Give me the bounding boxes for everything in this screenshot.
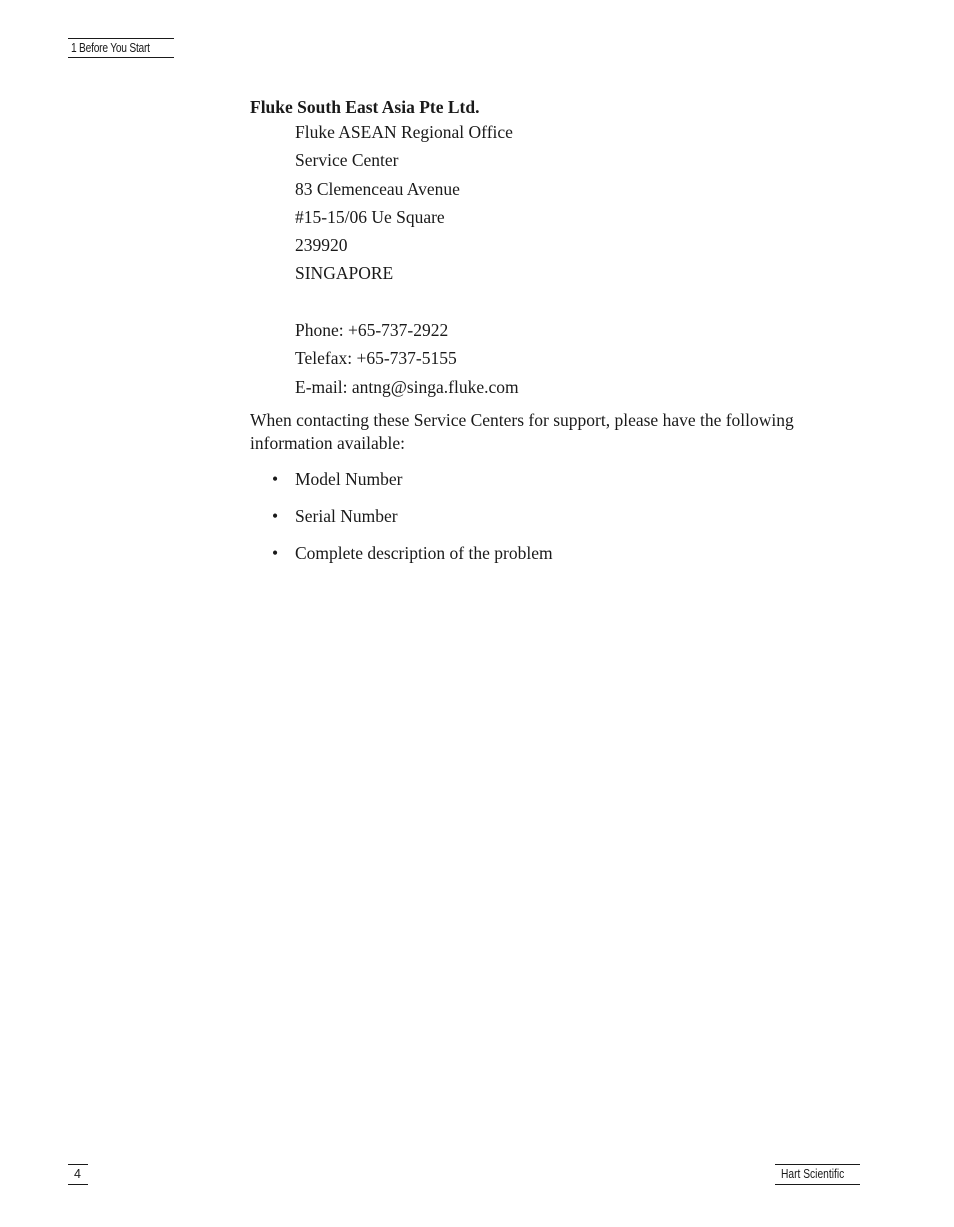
intro-paragraph: When contacting these Service Centers for support, please have the following information available: [250,409,794,453]
list-item-text: Model Number [295,468,403,489]
address-line: 83 Clemenceau Avenue [295,178,460,199]
section-label: 1 Before You Start [71,41,150,55]
address-line: SINGAPORE [295,263,394,284]
page-number [68,1164,88,1185]
info-list [250,468,870,565]
address-spacer [295,288,870,316]
page-number-text: 4 [74,1167,81,1181]
address-block [250,118,870,401]
telefax-number: Telefax: +65-737-5155 [295,348,457,369]
list-item-text: Serial Number [295,505,398,526]
address-line: Fluke ASEAN Regional Office [295,122,513,142]
publisher-name: Hart Scientific [781,1167,845,1181]
address-line: 239920 [295,235,348,256]
bullet-icon: • [272,505,279,526]
bullet-icon: • [272,468,279,489]
page-content [250,96,870,579]
bullet-icon: • [272,542,279,563]
running-footer [775,1164,860,1185]
company-name: Fluke South East Asia Pte Ltd. [250,97,480,117]
list-item [250,468,870,491]
list-item-text: Complete description of the problem [295,542,553,563]
running-header [68,38,174,58]
list-item [250,505,870,528]
address-line: Service Center [295,150,399,171]
phone-number: Phone: +65-737-2922 [295,320,449,341]
email-address: E-mail: antng@singa.fluke.com [295,376,519,397]
address-line: #15-15/06 Ue Square [295,206,445,227]
list-item [250,542,870,565]
